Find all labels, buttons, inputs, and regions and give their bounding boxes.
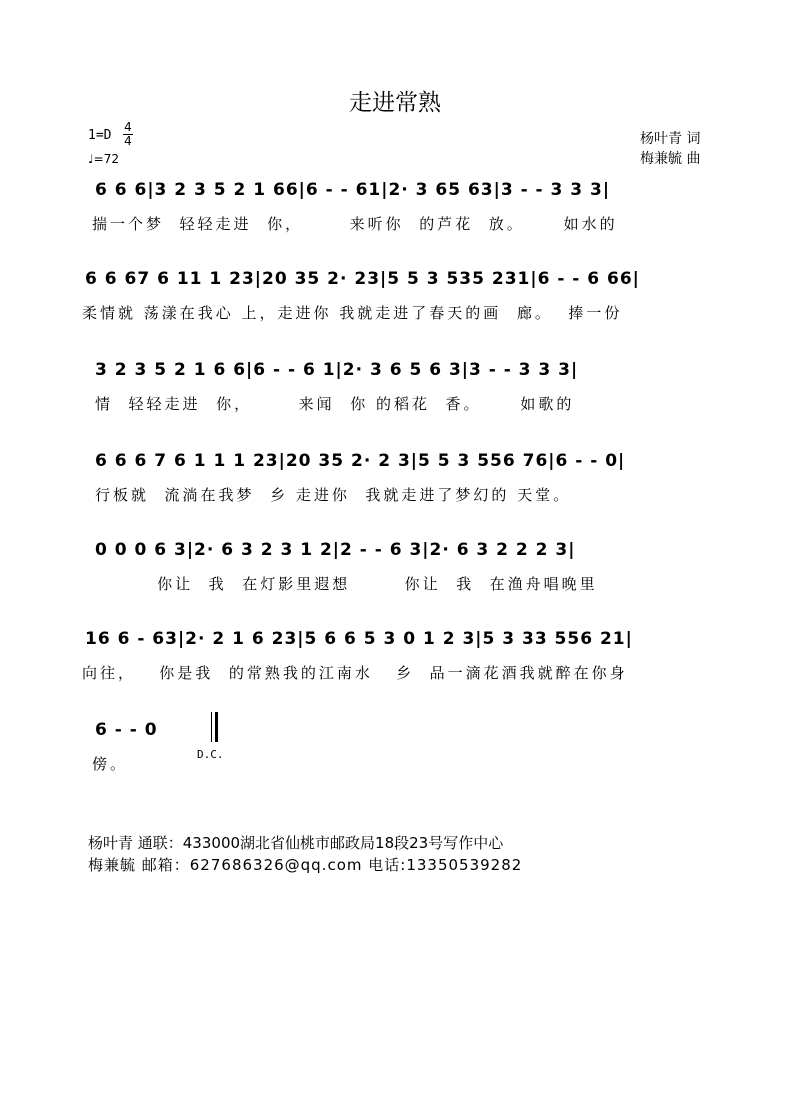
lyrics: 揣一个梦 轻轻走进 你， 来听你 的芦花 放。 如水的 xyxy=(92,215,618,233)
notes: 6 - - 0 xyxy=(95,720,158,740)
score-row-4 xyxy=(0,451,790,504)
time-bottom: 4 xyxy=(124,134,132,148)
lyrics: 你让 我 在灯影里遐想 你让 我 在渔舟唱晚里 xyxy=(95,575,598,593)
lyrics: 向往， 你是我 的常熟我的江南水 乡 品一滴花酒我就醉在你身 xyxy=(82,664,628,682)
lyricist-credit: 杨叶青 词 xyxy=(640,131,701,147)
notes: 16 6 - 63|2· 2 1 6 23|5 6 6 5 3 0 1 2 3|5 3 33 556 21| xyxy=(85,629,633,649)
score-row-3 xyxy=(0,360,790,413)
da-capo-mark: D.C. xyxy=(197,748,224,761)
lyrics: 情 轻轻走进 你， 来闻 你 的稻花 香。 如歌的 xyxy=(95,395,575,413)
score-row-6 xyxy=(0,629,790,682)
lyrics: 行板就 流淌在我梦 乡 走进你 我就走进了梦幻的 天堂。 xyxy=(95,486,572,504)
notes: 0 0 0 6 3|2· 6 3 2 3 1 2|2 - - 6 3|2· 6 3 2 2 2 3| xyxy=(95,540,576,560)
score-row-2 xyxy=(0,269,790,322)
score-row-1 xyxy=(0,180,790,233)
notes: 6 6 6 7 6 1 1 1 23|20 35 2· 2 3|5 5 3 556 76|6 - - 0| xyxy=(95,451,626,471)
final-barline-thick xyxy=(215,712,218,742)
time-signature xyxy=(123,121,133,148)
notes: 6 6 67 6 11 1 23|20 35 2· 23|5 5 3 535 231|6 - - 6 66| xyxy=(85,269,640,289)
tempo-value: =72 xyxy=(93,152,119,166)
lyrics: 柔情就 荡漾在我心 上，走进你 我就走进了春天的画 廊。 捧一份 xyxy=(82,304,623,322)
notes: 6 6 6|3 2 3 5 2 1 66|6 - - 61|2· 3 65 63|3 - - 3 3 3| xyxy=(95,180,611,200)
contact-line-1: 杨叶青 通联：433000湖北省仙桃市邮政局18段23号写作中心 xyxy=(88,834,504,852)
score-row-5 xyxy=(0,540,790,593)
notes: 3 2 3 5 2 1 6 6|6 - - 6 1|2· 3 6 5 6 3|3 - - 3 3 3| xyxy=(95,360,579,380)
tempo-mark xyxy=(88,152,119,166)
key-signature: 1=D xyxy=(88,128,112,143)
lyrics: 傍。 xyxy=(92,755,129,773)
score-row-7 xyxy=(0,720,790,773)
composer-credit: 梅兼毓 曲 xyxy=(640,151,701,167)
time-top: 4 xyxy=(124,120,132,134)
page-title: 走进常熟 xyxy=(349,90,441,116)
final-barline-thin xyxy=(211,712,212,742)
quarter-note-icon: ♩ xyxy=(88,152,94,166)
contact-line-2: 梅兼毓 邮箱：627686326@qq.com 电话:13350539282 xyxy=(88,856,523,874)
